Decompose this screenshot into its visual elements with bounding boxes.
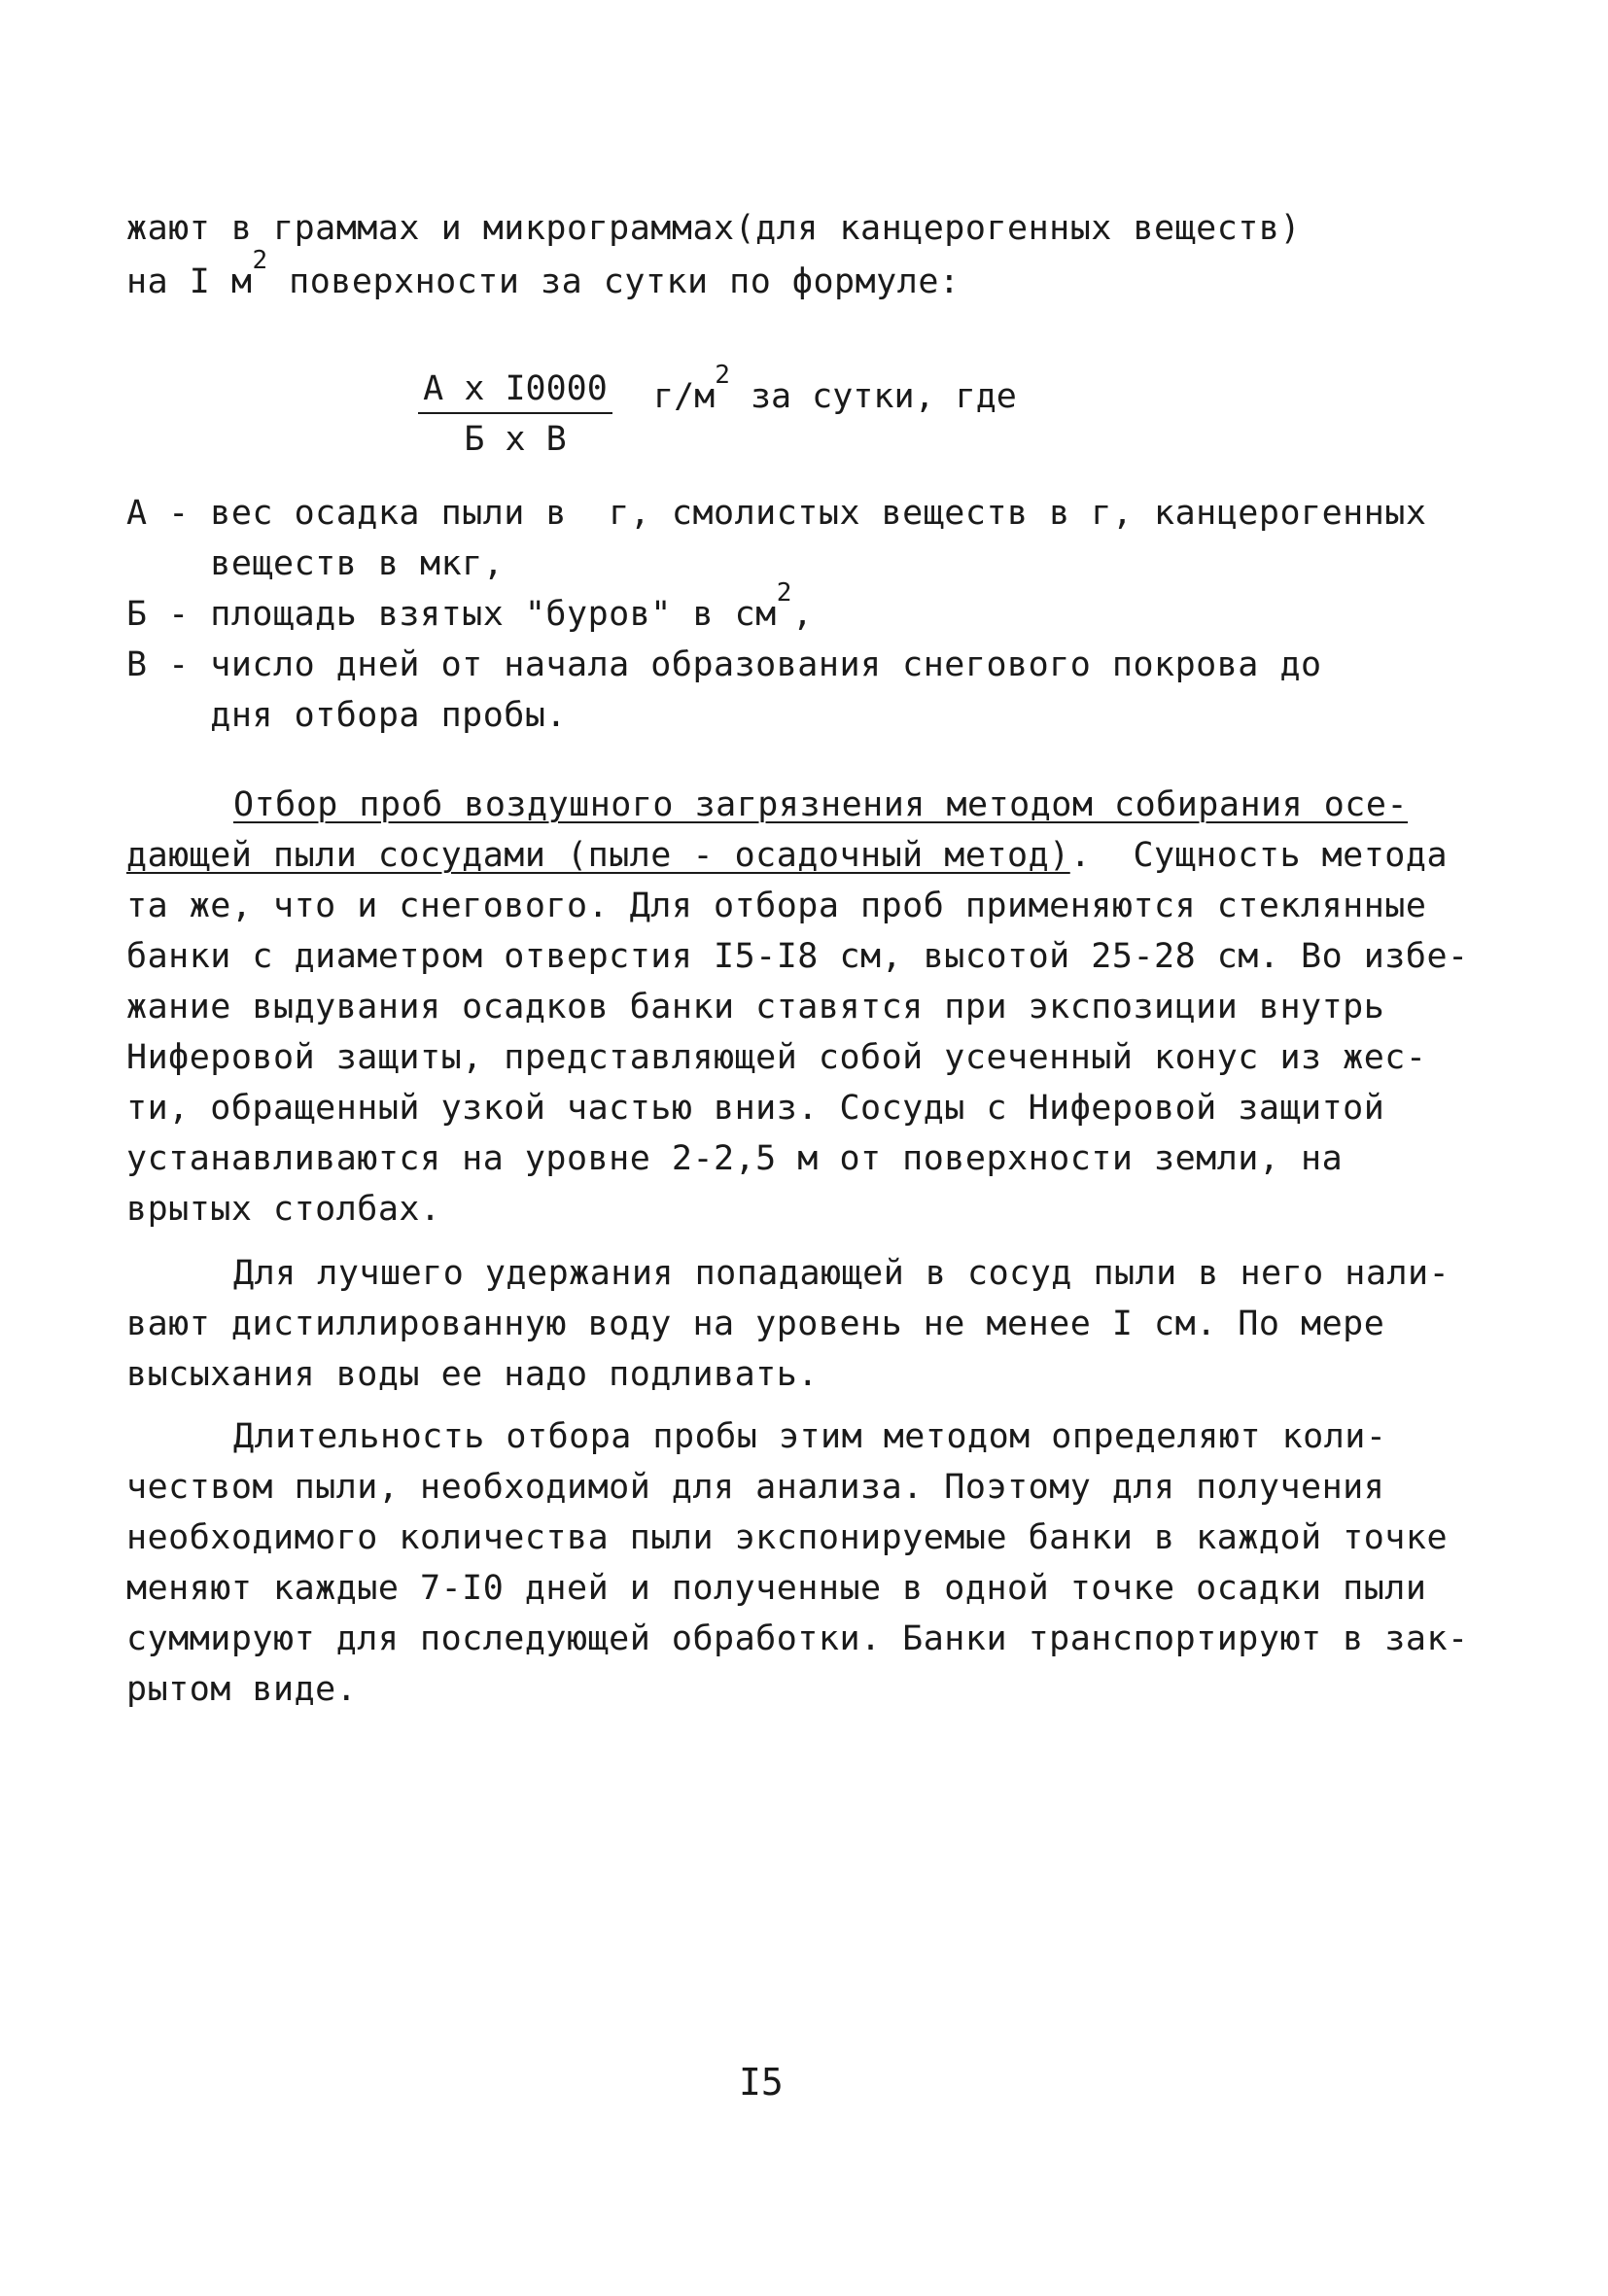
paragraph-3-line-1: Длительность отбора пробы этим методом определяют коли- [233,1417,1387,1456]
paragraph-2-line-3: высыхания воды ее надо подливать. [126,1355,819,1394]
paragraph-3-line-5: суммируют для последующей обработки. Банки транспортируют в зак- [126,1619,1469,1658]
formula-unit: $г/м^2$ за сутки, где [653,361,1017,416]
intro-line-2: на I $м^2$ поверхности за сутки по формуле: [126,246,961,301]
paragraph-1-line-9: врытых столбах. [126,1190,441,1229]
paragraph-2-line-1: Для лучшего удержания попадающей в сосуд пыли в него нали- [233,1254,1451,1293]
paragraph-1-line-5: жание выдувания осадков банки ставятся при экспозиции внутрь [126,988,1385,1026]
paragraph-1-line-6: Ниферовой защиты, представляющей собой усеченный конус из жес- [126,1038,1427,1077]
page-number: I5 [739,2061,784,2104]
definition-b: Б - площадь взятых "буров" в $см^2$, [126,578,814,634]
formula-numerator: А х I0000 [418,369,612,414]
definition-v-line-1: В - число дней от начала образования снегового покрова до [126,645,1322,684]
paragraph-3-line-2: чеством пыли, необходимой для анализа. Поэтому для получения [126,1468,1385,1507]
paragraph-3-line-3: необходимого количества пыли экспонируемые банки в каждой точке [126,1518,1449,1557]
paragraph-1-line-2: дающей пыли сосудами (пыле - осадочный метод). Сущность метода [126,836,1449,875]
paragraph-1-line-4: банки с диаметром отверстия I5-I8 см, высотой 25-28 см. Во избе- [126,937,1469,976]
definition-a-line-2: веществ в мкг, [126,544,505,583]
paragraph-1-heading-line-2: дающей пыли сосудами (пыле - осадочный метод) [126,836,1070,875]
definition-v-line-2: дня отбора пробы. [126,696,568,735]
formula-fraction [418,369,612,459]
formula-denominator: Б х В [464,420,567,459]
paragraph-1-heading-line-1: Отбор проб воздушного загрязнения методом собирания осе- [233,785,1409,824]
paragraph-2-line-2: вают дистиллированную воду на уровень не менее I см. По мере [126,1305,1385,1343]
intro-line-1: жают в граммах и микрограммах(для канцерогенных веществ) [126,209,1302,248]
paragraph-1-line-8: устанавливаются на уровне 2-2,5 м от поверхности земли, на [126,1139,1344,1178]
definition-a-line-1: А - вес осадка пыли в г, смолистых веществ в г, канцерогенных [126,494,1427,533]
paragraph-3-line-4: меняют каждые 7-I0 дней и полученные в одной точке осадки пыли [126,1569,1427,1608]
paragraph-1-line-3: та же, что и снегового. Для отбора проб применяются стеклянные [126,887,1427,925]
paragraph-1-line-7: ти, обращенный узкой частью вниз. Сосуды с Ниферовой защитой [126,1089,1385,1128]
paragraph-3-line-6: рытом виде. [126,1670,358,1709]
